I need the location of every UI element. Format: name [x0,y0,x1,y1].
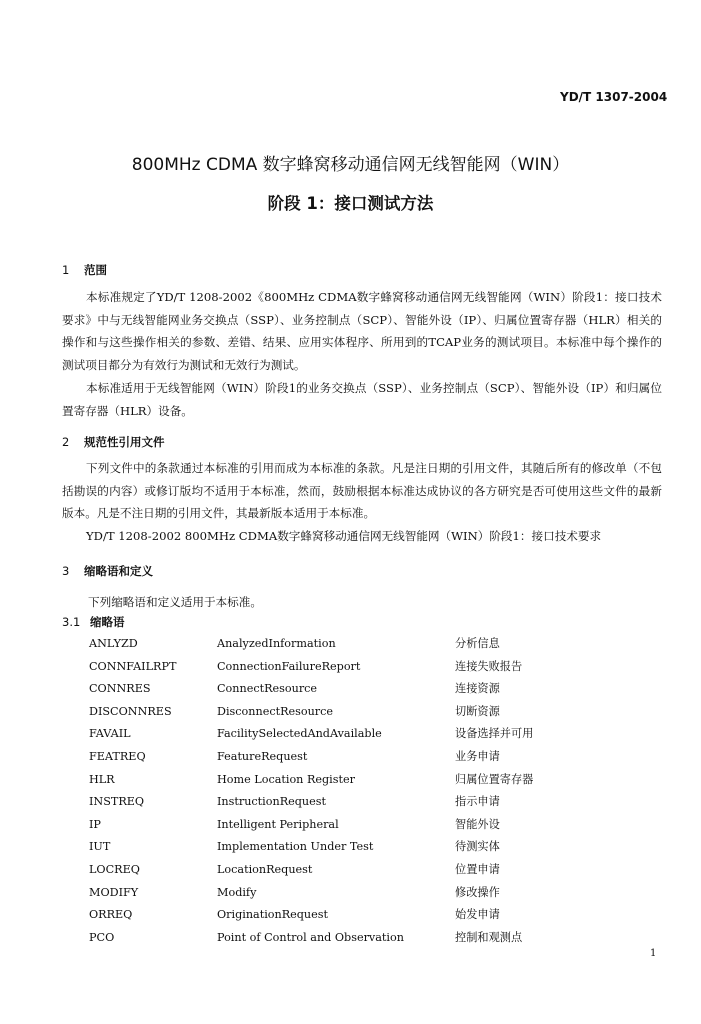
abbreviation-term: LOCREQ [89,862,140,876]
abbreviation-row [89,746,569,769]
abbreviation-chinese: 控制和观测点 [455,930,523,944]
paragraph: 下列文件中的条款通过本标准的引用而成为本标准的条款。凡是注日期的引用文件，其随后所有的修改单（不包括勘误的内容）或修订版均不适用于本标准，然而，鼓励根据本标准达成协议的各方研究是否可使用这些文件的最新版本。凡是不注日期的引用文件，其最新版本适用于本标准。 [62,461,662,521]
document-title: 800MHz CDMA 数字蜂窝移动通信网无线智能网（WIN） [131,155,570,175]
subsection-number: 3.1 [62,615,81,629]
abbreviation-english: InstructionRequest [217,795,326,809]
abbreviation-term: ORREQ [89,908,133,922]
document-subtitle: 阶段 1：接口测试方法 [267,194,434,213]
abbreviation-row [89,769,569,792]
abbreviation-term: IUT [89,840,111,854]
abbreviation-english: Point of Control and Observation [217,930,404,944]
abbreviation-term: CONNRES [89,682,151,696]
abbreviation-row [89,836,569,859]
abbreviation-term: IP [89,817,101,831]
abbreviation-row [89,701,569,724]
abbreviation-english: ConnectionFailureReport [217,659,361,673]
abbreviation-english: Home Location Register [217,772,355,786]
abbreviation-chinese: 智能外设 [455,817,500,831]
abbreviation-chinese: 分析信息 [455,637,500,650]
abbreviation-chinese: 设备选择并可用 [455,727,534,741]
abbreviation-chinese: 修改操作 [455,885,500,899]
abbreviation-row [89,791,569,814]
abbreviation-chinese: 指示申请 [455,795,500,809]
abbreviation-english: Intelligent Peripheral [217,817,339,831]
abbreviation-row [89,814,569,837]
section-1-heading [62,262,107,278]
abbreviation-term: ANLYZD [89,637,138,650]
section-3-heading [62,563,153,579]
abbreviation-chinese: 连接资源 [455,682,500,696]
abbreviation-chinese: 始发申请 [455,908,500,922]
abbreviation-chinese: 切断资源 [455,704,500,718]
standard-code: YD/T 1307-2004 [560,90,668,104]
abbreviation-english: Implementation Under Test [217,840,374,854]
subsection-3-1-heading [62,614,125,630]
abbreviation-english: FacilitySelectedAndAvailable [217,727,382,741]
section-3-intro: 下列缩略语和定义适用于本标准。 [88,595,262,609]
page-number: 1 [650,948,657,959]
abbreviation-english: DisconnectResource [217,704,334,718]
section-number: 1 [62,263,70,277]
paragraph: 本标准适用于无线智能网（WIN）阶段1的业务交换点（SSP）、业务控制点（SCP）、智能外设（IP）和归属位置寄存器（HLR）设备。 [62,380,662,418]
abbreviation-term: CONNFAILRPT [89,659,177,673]
abbreviation-row [89,723,569,746]
normative-reference: YD/T 1208-2002 800MHz CDMA数字蜂窝移动通信网无线智能网（WIN）阶段1：接口技术要求 [86,529,602,544]
abbreviation-row [89,859,569,882]
abbreviation-english: FeatureRequest [217,749,308,763]
abbreviation-row [89,633,569,656]
section-1-body [62,286,662,422]
abbreviation-chinese: 待测实体 [455,840,500,854]
section-2-body [62,457,662,548]
abbreviation-term: DISCONNRES [89,704,172,718]
section-title: 缩略语和定义 [84,564,153,578]
abbreviation-english: Modify [217,885,257,899]
section-number: 3 [62,564,70,578]
abbreviation-chinese: 连接失败报告 [455,659,523,673]
abbreviation-row [89,927,569,950]
abbreviation-english: OriginationRequest [217,908,328,922]
abbreviation-english: LocationRequest [217,862,313,876]
abbreviation-table [89,633,569,949]
paragraph: 本标准规定了YD/T 1208-2002《800MHz CDMA数字蜂窝移动通信网无线智能网（WIN）阶段1：接口技术要求》中与无线智能网业务交换点（SSP）、业务控制点（SCP）、智能外设（IP）、归属位置寄存器（HLR）相关的操作和与这些操作相关的参数、差错、结果、应用实体程序、所用到的TCAP业务的测试项目。本标准中每个操作的测试项目都分为有效行为测试和无效行为测试。 [62,290,662,373]
abbreviation-row [89,882,569,905]
abbreviation-row [89,656,569,679]
abbreviation-row [89,904,569,927]
abbreviation-term: HLR [89,772,115,786]
abbreviation-english: AnalyzedInformation [217,637,336,650]
abbreviation-english: ConnectResource [217,682,318,696]
abbreviation-term: PCO [89,930,115,944]
abbreviation-chinese: 位置申请 [455,862,500,876]
abbreviation-term: FEATREQ [89,749,146,763]
section-title: 规范性引用文件 [84,435,165,449]
section-2-heading [62,434,165,450]
abbreviation-chinese: 归属位置寄存器 [455,772,534,786]
section-number: 2 [62,435,70,449]
abbreviation-term: FAVAIL [89,727,131,741]
section-title: 范围 [84,263,107,277]
abbreviation-term: MODIFY [89,885,139,899]
subsection-title: 缩略语 [90,615,125,629]
abbreviation-chinese: 业务申请 [455,749,500,763]
abbreviation-term: INSTREQ [89,795,145,809]
abbreviation-row [89,678,569,701]
